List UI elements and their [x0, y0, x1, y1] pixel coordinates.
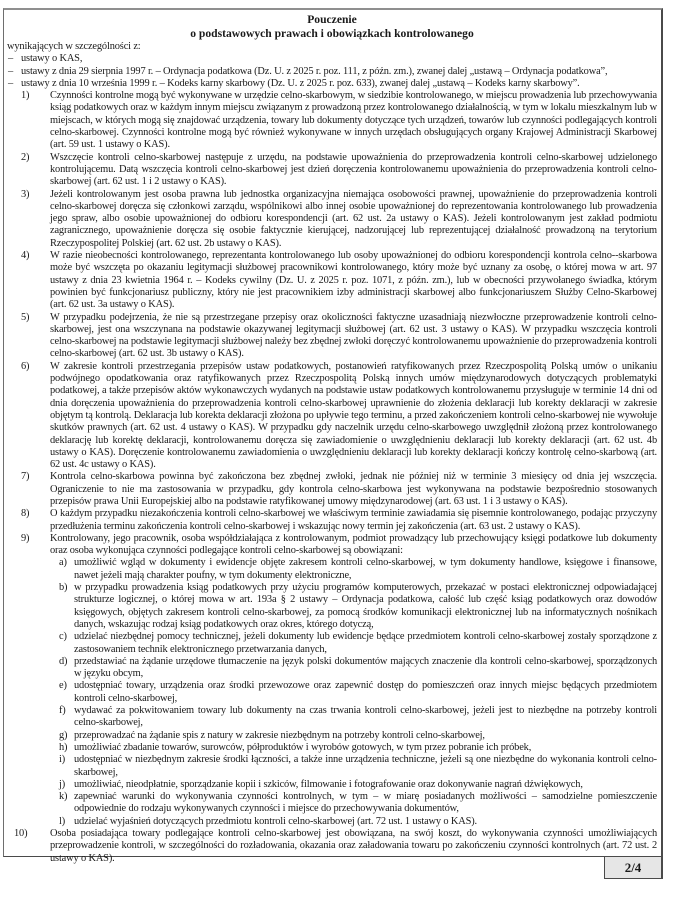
sub-point-k: [50, 791, 657, 816]
intro-text: wynikających w szczególności z:: [7, 41, 141, 52]
point-number: 10): [14, 828, 28, 839]
point-text: Czynności kontrolne mogą być wykonywane w urzędzie celno-skarbowym, w siedzibie kontrolowanego, w miejscu prowadzenia lub przechowywania ksiąg podatkowych oraz w każdym innym miejscu związanym z prowadzoną przez kontrolowanego działalnością, w tym w lokalu mieszkalnym lub w miejscach, w których mogą się znajdować urządzenia, towary lub dokumenty dotyczące tych urządzeń, towarów lub czynności podlegających kontroli celno-skarbowej. Czynności kontrolne mogą być również wykonywane w innych urzędach obsługujących organy Krajowej Administracji Skarbowej (art. 59 ust. 1 ustawy o KAS).: [50, 90, 657, 151]
sub-point-letter: j): [59, 778, 66, 790]
sub-point-text: umożliwiać zbadanie towarów, surowców, półproduktów i wyrobów gotowych, w tym przez pobranie ich próbek,: [74, 741, 532, 753]
sub-point-text: umożliwiać, nieodpłatnie, sporządzanie kopii i szkiców, filmowanie i fotografowanie oraz dokonywanie nagrań dźwiękowych,: [74, 778, 583, 790]
sub-point-b: [50, 582, 657, 631]
sub-point-d: [50, 656, 657, 681]
page-number: 2/4: [604, 857, 663, 879]
sub-point-text: udzielać wyjaśnień dotyczących przedmiotu kontroli celno-skarbowej (art. 72 ust. 1 ustawy o KAS).: [74, 815, 477, 827]
numbered-point-10: [7, 828, 657, 865]
point-text: Jeżeli kontrolowanym jest osoba prawna lub jednostka organizacyjna niemająca osobowości prawnej, upoważnienie do przeprowadzenia kontroli celno-skarbowej doręcza się członkowi zarządu, wspólnikowi albo innej osobie upoważnionej do reprezentowania kontrolowanego lub prowadzenia jego spraw, albo osobie upoważnionej do odbioru korespondencji (art. 62 ust. 2a ustawy o KAS). Jeżeli kontrolowanym jest zakład podmiotu zagranicznego, upoważnienie doręcza się osobie faktycznie kierującej, nadzorującej lub reprezentującej działalność prowadzoną na terytorium Rzeczypospolitej Polskiej (art. 62 ust. 2b ustawy o KAS).: [50, 188, 657, 249]
sub-point-a: [50, 557, 657, 582]
sub-point-letter: a): [59, 557, 67, 569]
sub-point-letter: i): [59, 754, 66, 766]
sub-point-letter: b): [59, 582, 68, 594]
sub-point-text: wydawać za pokwitowaniem towary lub dokumenty na czas trwania kontroli celno-skarbowej, jeżeli jest to niezbędne na potrzeby kontroli celno-skarbowej,: [74, 705, 657, 729]
sub-point-letter: h): [59, 741, 68, 753]
legal-sources-list: [7, 53, 657, 90]
point-text: Osoba posiadająca towary podlegające kontroli celno-skarbowej jest obowiązana, na swój koszt, do wykonywania czynności umożliwiających przeprowadzenie kontroli, w szczególności do rozładowania, okazania oraz załadowania towaru po zakończeniu czynności kontrolnych (art. 72 ust. 2 ustawy o KAS).: [50, 828, 657, 864]
obligations-sublist: [50, 557, 657, 828]
numbered-point-3: [7, 189, 657, 250]
sub-point-i: [50, 754, 657, 779]
sub-point-j: [50, 779, 657, 791]
sub-point-f: [50, 705, 657, 730]
document-body: [7, 41, 657, 865]
legal-source-text: ustawy z dnia 10 września 1999 r. – Kodeks karny skarbowy (Dz. U. z 2025 r. poz. 633), zwanej dalej „ustawą – Kodeks karny skarbowy”.: [21, 77, 580, 89]
point-number: 8): [21, 508, 30, 520]
legal-source-item: [7, 53, 657, 65]
legal-source-text: ustawy z dnia 29 sierpnia 1997 r. – Ordynacja podatkowa (Dz. U. z 2025 r. poz. 111, z późn. zm.), zwanej dalej „ustawą – Ordynacja podatkowa”,: [21, 65, 608, 77]
dash-bullet: –: [8, 53, 14, 65]
numbered-point-2: [7, 152, 657, 189]
point-text: Kontrolowany, jego pracownik, osoba współdziałająca z kontrolowanym, podmiot prowadzący lub przechowujący księgi podatkowe lub dokumenty oraz osoba wykonująca czynności podlegające kontroli celno-skarbowej są obowiązani:: [50, 532, 657, 557]
numbered-point-6: [7, 361, 657, 472]
point-number: 3): [21, 188, 30, 200]
document-title-line-1: Pouczenie: [307, 13, 357, 26]
rights-obligations-list: [7, 90, 657, 865]
point-number: 7): [21, 471, 30, 483]
sub-point-text: przeprowadzać na żądanie spis z natury w zakresie niezbędnym na potrzeby kontroli celno-skarbowej,: [74, 729, 485, 741]
numbered-point-1: [7, 90, 657, 151]
numbered-point-7: [7, 471, 657, 508]
point-text: W zakresie kontroli przestrzegania przepisów ustaw podatkowych, postanowień ratyfikowanych przez Rzeczpospolitą Polską umów o unikaniu podwójnego opodatkowania oraz ratyfikowanych przez Rzeczpospolitą Polską innych umów międzynarodowych dotyczących problematyki podatkowej, a także przepisów aktów wykonawczych wydanych na podstawie ustaw podatkowych kontrolowanemu przysługuje w terminie 14 dni od dnia doręczenia upoważnienia do przeprowadzenia kontroli celno-skarbowej uprawnienie do złożenia deklaracji lub korekty deklaracji w zakresie objętym tą kontrolą. Deklaracja lub korekta deklaracji złożona po upływie tego terminu, a przed zakończeniem kontroli celno-skarbowej nie wywołuje skutków prawnych (art. 62 ust. 4 ustawy o KAS). W przypadku gdy naczelnik urzędu celno-skarbowego uwzględnił złożoną przez kontrolowanego deklarację lub korektę deklaracji, kontrolowanemu doręcza się zawiadomienie o uwzględnieniu deklaracji lub korekty deklaracji (art. 62 ust. 4b ustawy o KAS). Doręczenie kontrolowanemu zawiadomienia o uwzględnieniu deklaracji lub korekty deklaracji kończy kontrolę celno-skarbową (art. 62 ust. 4c ustawy o KAS).: [50, 360, 657, 471]
sub-point-c: [50, 631, 657, 656]
dash-bullet: –: [8, 77, 14, 89]
point-text: Wszczęcie kontroli celno-skarbowej następuje z urzędu, na podstawie upoważnienia do przeprowadzenia kontroli celno-skarbowej udzielonego kontrolującemu. Datą wszczęcia kontroli celno-skarbowej jest dzień doręczenia kontrolowanemu upoważnienia do przeprowadzenia kontroli celno-skarbowej (art. 62 ust. 1 i 2 ustawy o KAS).: [50, 151, 657, 188]
document-frame: [3, 8, 663, 864]
point-text: O każdym przypadku niezakończenia kontroli celno-skarbowej we właściwym terminie zawiadamia się pisemnie kontrolowanego, podając przyczyny przedłużenia terminu zakończenia kontroli celno-skarbowej i wskazując nowy termin jej zakończenia (art. 63 ust. 2 ustawy o KAS).: [50, 508, 657, 532]
point-number: 2): [21, 151, 30, 163]
numbered-point-9: [7, 533, 657, 828]
dash-bullet: –: [8, 65, 14, 77]
point-text: Kontrola celno-skarbowa powinna być zakończona bez zbędnej zwłoki, jednak nie później niż w terminie 3 miesięcy od dnia jej wszczęcia. Ograniczenie to nie ma zastosowania w przypadku, gdy kontrola celno-skarbowa jest wykonywana na podstawie bezpośrednio stosowanych przepisów prawa Unii Europejskiej albo na podstawie ratyfikowanej umowy międzynarodowej (art. 63 ust. 1 i 3 ustawy o KAS).: [50, 471, 657, 507]
legal-source-item: [7, 66, 657, 78]
sub-point-e: [50, 680, 657, 705]
sub-point-text: w przypadku prowadzenia ksiąg podatkowych przy użyciu programów komputerowych, przekazać w postaci elektronicznej odpowiadającej strukturze logicznej, o której mowa w art. 193a § 2 ustawy – Ordynacja podatkowa, całość lub część ksiąg podatkowych oraz dowodów księgowych, objętych zakresem kontroli celno-skarbowej, za pomocą środków komunikacji elektronicznej lub na informatycznych nośnikach danych, wskazując rodzaj ksiąg podatkowych oraz okres, którego dotyczą,: [74, 582, 657, 630]
sub-point-h: [50, 742, 657, 754]
numbered-point-5: [7, 312, 657, 361]
sub-point-letter: d): [59, 655, 68, 667]
point-number: 1): [21, 90, 30, 102]
point-number: 4): [21, 250, 30, 262]
sub-point-text: udzielać niezbędnej pomocy technicznej, jeżeli dokumenty lub ewidencje będące przedmiotem kontroli celno-skarbowej zostały sporządzone z zastosowaniem technik elektronicznego przetwarzania danych,: [74, 631, 657, 655]
point-number: 5): [21, 311, 30, 323]
sub-point-letter: c): [59, 631, 67, 643]
sub-point-letter: e): [59, 680, 67, 692]
sub-point-text: przedstawiać na żądanie urzędowe tłumaczenie na język polski dokumentów mających znaczenie dla kontroli celno-skarbowej, sporządzonych w języku obcym,: [74, 655, 657, 680]
document-title-line-2: o podstawowych prawach i obowiązkach kontrolowanego: [190, 27, 474, 40]
sub-point-text: umożliwić wgląd w dokumenty i ewidencje objęte zakresem kontroli celno-skarbowej, w tym dokumenty handlowe, księgowe i finansowe, nawet jeżeli mają charakter poufny, w tym dokumenty elektroniczne,: [74, 557, 657, 581]
sub-point-letter: k): [59, 791, 68, 803]
sub-point-letter: l): [59, 815, 66, 827]
point-number: 9): [21, 532, 30, 544]
sub-point-letter: f): [59, 705, 66, 717]
point-text: W przypadku podejrzenia, że nie są przestrzegane przepisy oraz okoliczności faktyczne uzasadniają niezwłoczne przeprowadzenie kontroli celno-skarbowej, jest ona wszczynana na podstawie okazywanej legitymacji służbowej (art. 62 ust. 3 ustawy o KAS). W przypadku wszczęcia kontroli celno-skarbowej na podstawie legitymacji służbowej należy bez zbędnej zwłoki doręczyć kontrolowanemu upoważnienie do przeprowadzenia kontroli celno-skarbowej (art. 62 ust. 3b ustawy o KAS).: [50, 311, 657, 360]
sub-point-text: zapewniać warunki do wykonywania czynności kontrolnych, w tym – w miarę posiadanych możliwości – samodzielne pomieszczenie odpowiednie do rodzaju wykonywanych czynności i miejsce do przechowywania dokumentów,: [74, 791, 657, 815]
sub-point-l: [50, 816, 657, 828]
sub-point-text: udostępniać towary, urządzenia oraz środki przewozowe oraz zapewnić dostęp do pomieszczeń oraz innych miejsc będących przedmiotem kontroli celno-skarbowej,: [74, 680, 657, 704]
sub-point-g: [50, 730, 657, 742]
sub-point-text: udostępniać w niezbędnym zakresie środki łączności, a także inne urządzenia techniczne, jeżeli są one niezbędne do wykonania kontroli celno-skarbowej,: [74, 754, 657, 778]
point-text: W razie nieobecności kontrolowanego, reprezentanta kontrolowanego lub osoby upoważnionej do odbioru korespondencji kontrola celno--skarbowa może być wszczęta po okazaniu legitymacji służbowej pracownikowi kontrolowanego, który może być uznany za osobę, o której mowa w art. 97 ustawy z dnia 23 kwietnia 1964 r. – Kodeks cywilny (Dz. U. z 2025 r. poz. 1071, z późn. zm.), lub w obecności przywołanego świadka, którym powinien być funkcjonariusz publiczny, który nie jest pracownikiem izby administracji skarbowej albo funkcjonariuszem Służby Celno-Skarbowej (art. 62 ust. 3a ustawy o KAS).: [50, 250, 657, 311]
legal-source-item: [7, 78, 657, 90]
numbered-point-8: [7, 508, 657, 533]
point-number: 6): [21, 360, 30, 372]
sub-point-letter: g): [59, 729, 68, 741]
numbered-point-4: [7, 250, 657, 311]
legal-source-text: ustawy o KAS,: [21, 53, 83, 65]
